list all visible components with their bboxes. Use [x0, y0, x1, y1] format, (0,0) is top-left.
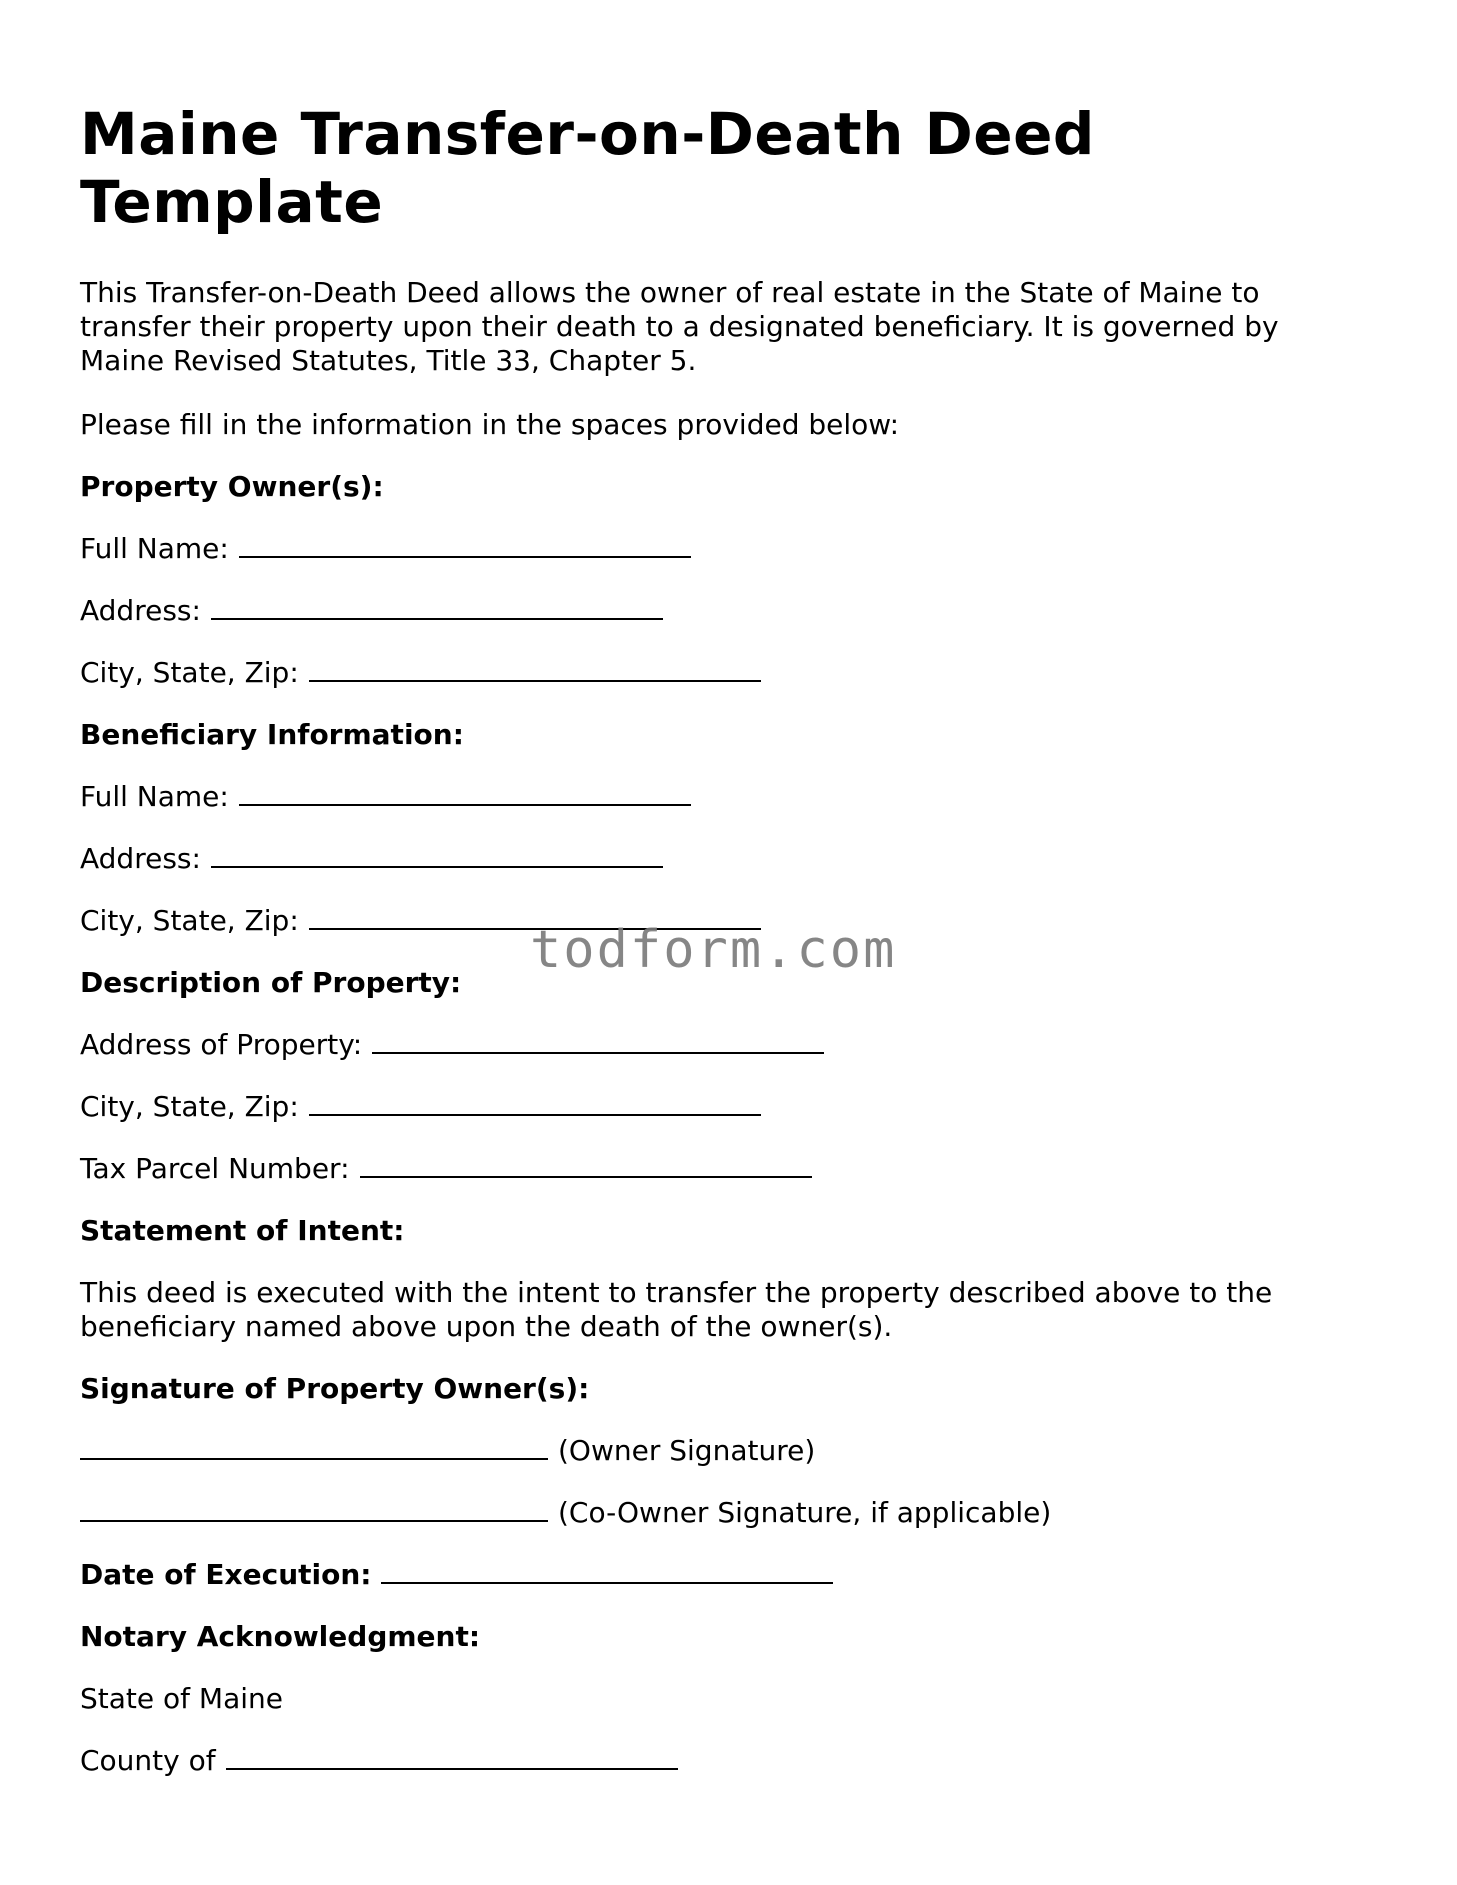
beneficiary-address-label: Address: [80, 842, 201, 875]
intent-text: This deed is executed with the intent to transfer the property described above to the beneficiary named above upon the death of the owner(s). [80, 1276, 1273, 1343]
notary-county-field[interactable] [226, 1744, 678, 1770]
co-owner-signature-label: (Co-Owner Signature, if applicable) [558, 1496, 1052, 1529]
document-title: Maine Transfer-on-Death Deed Template [80, 100, 1095, 236]
tax-parcel-row [80, 1152, 812, 1186]
notary-county-label: County of [80, 1744, 216, 1777]
signature-heading: Signature of Property Owner(s): [80, 1372, 590, 1405]
property-city-label: City, State, Zip: [80, 1090, 299, 1123]
property-address-label: Address of Property: [80, 1028, 363, 1061]
date-of-execution-field[interactable] [381, 1558, 833, 1584]
property-address-field[interactable] [372, 1028, 824, 1054]
beneficiary-full-name-field[interactable] [239, 780, 691, 806]
owner-city-field[interactable] [309, 656, 761, 682]
watermark: todform.com [530, 920, 897, 980]
property-city-field[interactable] [309, 1090, 761, 1116]
intro-paragraph: This Transfer-on-Death Deed allows the owner of real estate in the State of Maine to transfer their property upon their death to a designated beneficiary. It is governed by Maine Revised Statutes, Title 33, Chapter 5. [80, 276, 1279, 377]
notary-state: State of Maine [80, 1682, 283, 1715]
beneficiary-address-field[interactable] [211, 842, 663, 868]
beneficiary-heading: Beneficiary Information: [80, 718, 464, 751]
owner-heading: Property Owner(s): [80, 470, 384, 503]
owner-full-name-row [80, 532, 691, 566]
beneficiary-city-label: City, State, Zip: [80, 904, 299, 937]
co-owner-signature-row [80, 1496, 1051, 1530]
beneficiary-full-name-label: Full Name: [80, 780, 229, 813]
owner-address-field[interactable] [211, 594, 663, 620]
owner-address-label: Address: [80, 594, 201, 627]
owner-full-name-label: Full Name: [80, 532, 229, 565]
intent-heading: Statement of Intent: [80, 1214, 405, 1247]
property-address-row [80, 1028, 824, 1062]
property-city-row [80, 1090, 761, 1124]
owner-city-row [80, 656, 761, 690]
owner-signature-field[interactable] [80, 1434, 548, 1460]
beneficiary-full-name-row [80, 780, 691, 814]
instruction-text: Please fill in the information in the spaces provided below: [80, 408, 900, 441]
owner-full-name-field[interactable] [239, 532, 691, 558]
property-heading: Description of Property: [80, 966, 462, 999]
notary-heading: Notary Acknowledgment: [80, 1620, 481, 1653]
owner-signature-label: (Owner Signature) [558, 1434, 816, 1467]
tax-parcel-label: Tax Parcel Number: [80, 1152, 350, 1185]
owner-signature-row [80, 1434, 815, 1468]
owner-city-label: City, State, Zip: [80, 656, 299, 689]
tax-parcel-field[interactable] [360, 1152, 812, 1178]
co-owner-signature-field[interactable] [80, 1496, 548, 1522]
date-of-execution-label: Date of Execution: [80, 1558, 372, 1591]
owner-address-row [80, 594, 663, 628]
beneficiary-address-row [80, 842, 663, 876]
date-of-execution-row [80, 1558, 833, 1592]
notary-county-row [80, 1744, 678, 1778]
